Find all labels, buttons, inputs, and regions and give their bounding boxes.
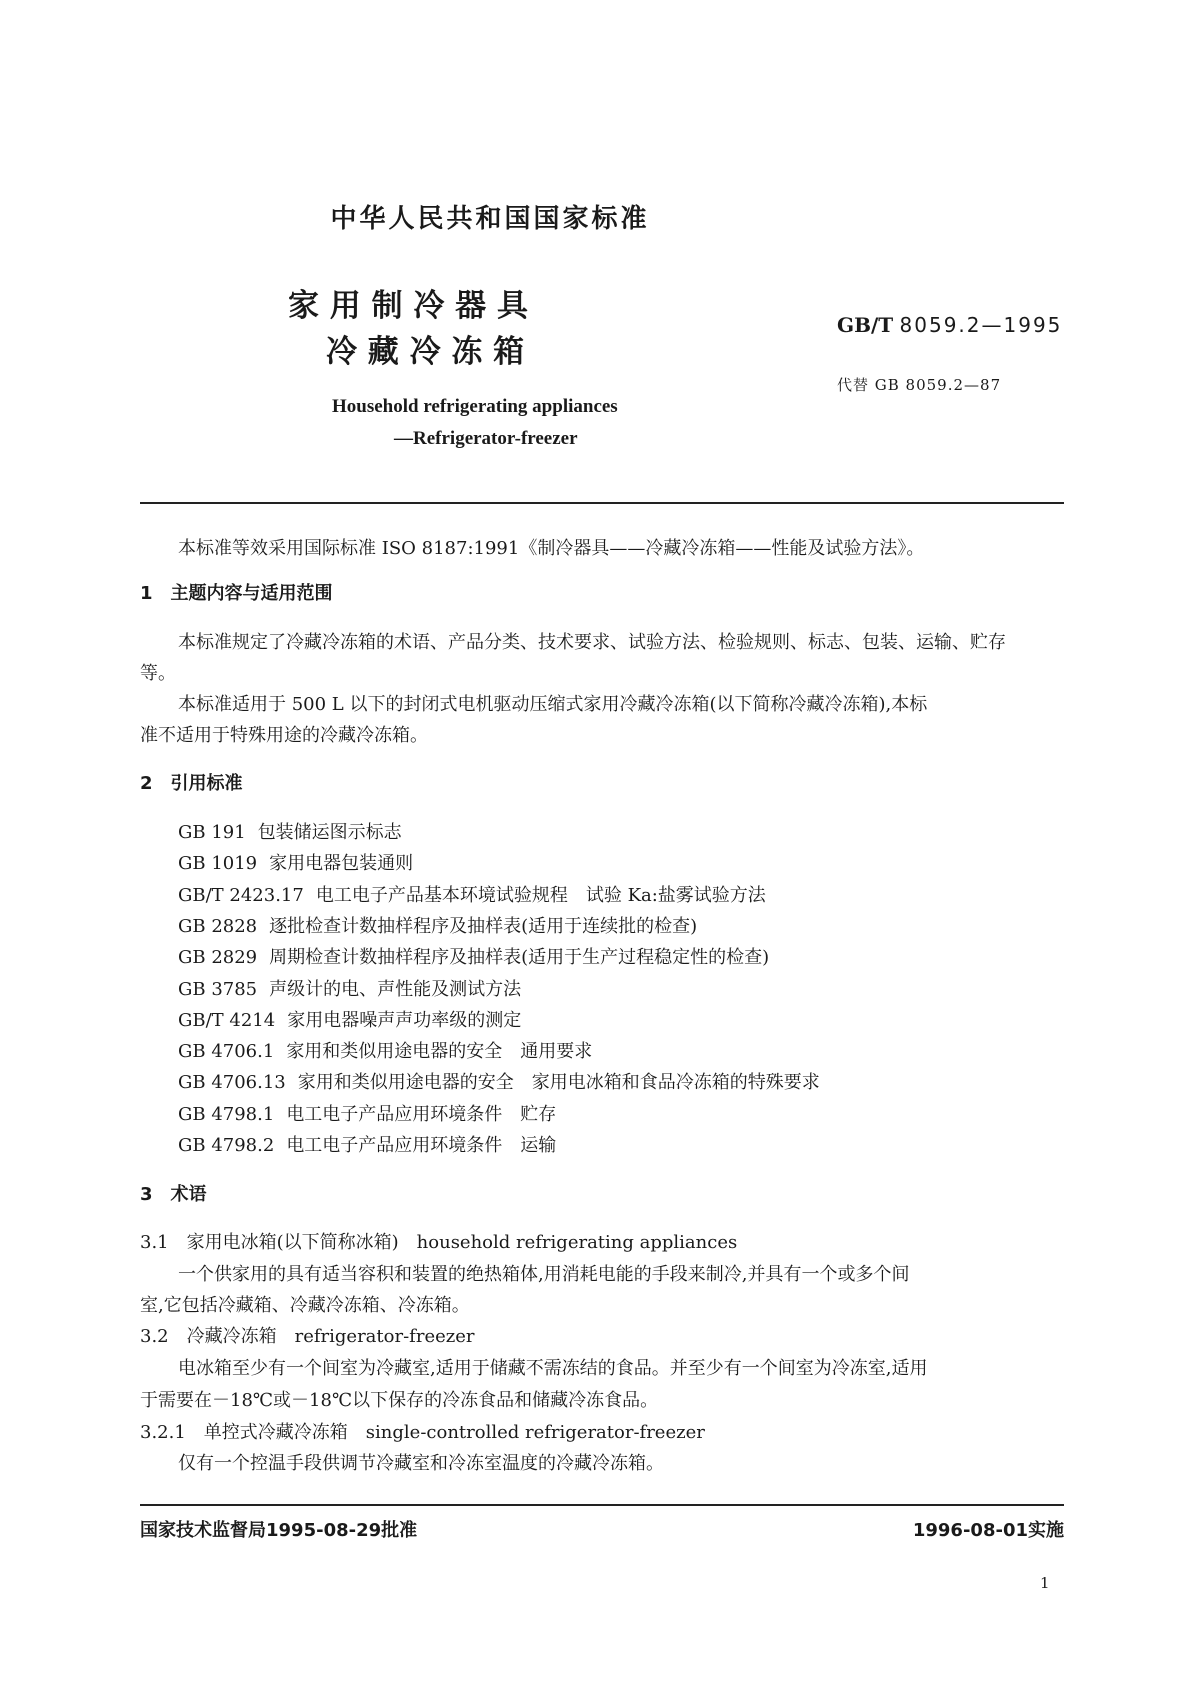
approval-date: 国家技术监督局1995-08-29批准 [140, 1520, 418, 1541]
reference-title: 电工电子产品应用环境条件 运输 [286, 1135, 557, 1156]
reference-title: 家用电器噪声声功率级的测定 [287, 1009, 522, 1031]
reference-code: GB 191 [178, 822, 246, 843]
paragraph: 室,它包括冷藏箱、冷藏冷冻箱、冷冻箱。 [140, 1295, 470, 1316]
section-2-heading: 2 引用标准 [140, 773, 243, 794]
page-number: 1 [1040, 1574, 1050, 1592]
code-number: 8059.2—1995 [899, 313, 1063, 337]
reference-item [178, 1010, 521, 1032]
reference-title: 逐批检查计数抽样程序及抽样表(适用于连续批的检查) [269, 915, 698, 937]
reference-item [178, 947, 769, 969]
reference-item [178, 1104, 556, 1126]
reference-title: 包装储运图示标志 [257, 822, 402, 843]
english-title-1: Household refrigerating appliances [332, 396, 618, 417]
reference-title: 周期检查计数抽样程序及抽样表(适用于生产过程稳定性的检查) [269, 947, 770, 969]
paragraph: 于需要在－18℃或－18℃以下保存的冷冻食品和储藏冷冻食品。 [140, 1390, 659, 1411]
section-1-heading: 1 主题内容与适用范围 [140, 583, 333, 604]
header-rule [140, 502, 1064, 504]
paragraph: 仅有一个控温手段供调节冷藏室和冷冻室温度的冷藏冷冻箱。 [178, 1453, 664, 1474]
title-line-1: 家 用 制 冷 器 具 [288, 288, 528, 324]
reference-item [178, 822, 402, 844]
term-3-2-1-title: 3.2.1 单控式冷藏冷冻箱 single-controlled refrigerator-freezer [140, 1422, 705, 1443]
paragraph: 电冰箱至少有一个间室为冷藏室,适用于储藏不需冻结的食品。并至少有一个间室为冷冻室,适用 [178, 1358, 928, 1379]
intro-text: 本标准等效采用国际标准 ISO 8187:1991《制冷器具——冷藏冷冻箱——性能及试验方法》。 [178, 538, 925, 559]
section-3-heading: 3 术语 [140, 1184, 207, 1205]
reference-item [178, 1135, 556, 1157]
national-standard-heading: 中华人民共和国国家标准 [330, 204, 650, 234]
term-3-1-title: 3.1 家用电冰箱(以下简称冰箱) household refrigerating appliances [140, 1232, 738, 1253]
reference-code: GB 4706.1 [178, 1041, 275, 1063]
reference-title: 家用和类似用途电器的安全 通用要求 [286, 1041, 593, 1063]
reference-title: 电工电子产品基本环境试验规程 试验 Ka:盐雾试验方法 [315, 884, 766, 906]
reference-code: GB 4798.1 [178, 1103, 275, 1125]
code-prefix: GB/T [837, 313, 894, 337]
reference-item [178, 853, 413, 875]
reference-title: 声级计的电、声性能及测试方法 [269, 978, 522, 1000]
reference-title: 家用和类似用途电器的安全 家用电冰箱和食品冷冻箱的特殊要求 [297, 1072, 820, 1094]
reference-item [178, 916, 697, 938]
reference-code: GB/T 2423.17 [178, 884, 304, 906]
english-title-2: —Refrigerator-freezer [394, 428, 578, 449]
reference-item [178, 885, 766, 907]
reference-item [178, 1041, 592, 1063]
reference-code: GB 4798.2 [178, 1135, 275, 1156]
reference-code: GB 2829 [178, 947, 258, 969]
reference-title: 家用电器包装通则 [269, 853, 414, 875]
paragraph: 本标准适用于 500 L 以下的封闭式电机驱动压缩式家用冷藏冷冻箱(以下简称冷藏冷冻箱),本标 [178, 694, 928, 715]
term-3-2-title: 3.2 冷藏冷冻箱 refrigerator-freezer [140, 1326, 475, 1347]
paragraph: 一个供家用的具有适当容积和装置的绝热箱体,用消耗电能的手段来制冷,并具有一个或多个间 [178, 1264, 910, 1285]
reference-code: GB/T 4214 [178, 1009, 276, 1031]
reference-item [178, 1072, 820, 1094]
effective-date: 1996-08-01实施 [912, 1520, 1064, 1541]
paragraph: 准不适用于特殊用途的冷藏冷冻箱。 [140, 725, 428, 746]
reference-code: GB 3785 [178, 978, 258, 1000]
reference-code: GB 4706.13 [178, 1072, 286, 1094]
reference-code: GB 1019 [178, 853, 258, 875]
reference-item [178, 979, 521, 1001]
replaces-code: 代替 GB 8059.2—87 [837, 376, 1002, 394]
title-line-2: 冷 藏 冷 冻 箱 [326, 334, 525, 370]
standard-code [837, 314, 1062, 336]
paragraph: 等。 [140, 663, 176, 684]
footer-rule [140, 1504, 1064, 1506]
reference-title: 电工电子产品应用环境条件 贮存 [286, 1103, 557, 1125]
paragraph: 本标准规定了冷藏冷冻箱的术语、产品分类、技术要求、试验方法、检验规则、标志、包装、运输、贮存 [178, 632, 1006, 653]
reference-code: GB 2828 [178, 915, 258, 937]
